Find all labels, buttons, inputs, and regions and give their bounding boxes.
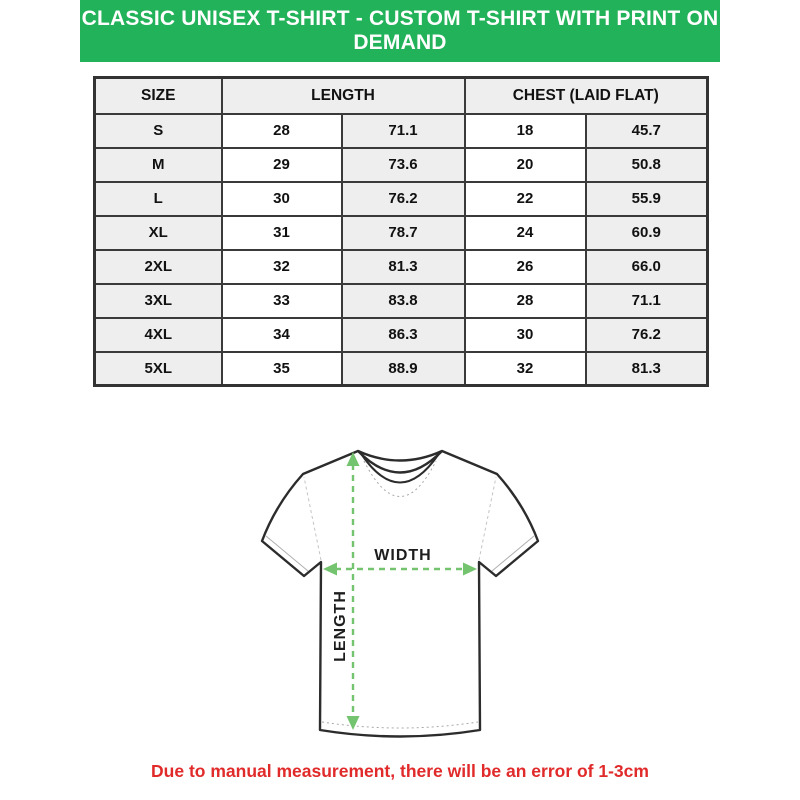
chest-in-cell: 32 [465, 352, 586, 386]
page-title: CLASSIC UNISEX T-SHIRT - CUSTOM T-SHIRT WITH PRINT ON DEMAND [81, 7, 719, 54]
table-row [95, 114, 708, 148]
size-cell: 2XL [95, 250, 222, 284]
col-header-length: LENGTH [222, 78, 465, 114]
col-header-chest: CHEST (LAID FLAT) [465, 78, 708, 114]
length-in-cell: 33 [222, 284, 342, 318]
table-row [95, 352, 708, 386]
length-in-cell: 35 [222, 352, 342, 386]
measurement-error-note: Due to manual measurement, there will be an error of 1-3cm [151, 761, 649, 781]
title-banner [80, 0, 720, 62]
chest-cm-cell: 50.8 [586, 148, 708, 182]
length-in-cell: 32 [222, 250, 342, 284]
length-cm-cell: 78.7 [342, 216, 465, 250]
size-cell: 5XL [95, 352, 222, 386]
size-cell: S [95, 114, 222, 148]
table-row [95, 148, 708, 182]
length-cm-cell: 71.1 [342, 114, 465, 148]
chest-cm-cell: 76.2 [586, 318, 708, 352]
chest-in-cell: 20 [465, 148, 586, 182]
chest-cm-cell: 71.1 [586, 284, 708, 318]
table-row [95, 216, 708, 250]
table-row [95, 318, 708, 352]
chest-cm-cell: 81.3 [586, 352, 708, 386]
size-cell: 4XL [95, 318, 222, 352]
chest-in-cell: 30 [465, 318, 586, 352]
tshirt-measurement-diagram [240, 430, 560, 762]
length-cm-cell: 83.8 [342, 284, 465, 318]
length-in-cell: 31 [222, 216, 342, 250]
length-in-cell: 30 [222, 182, 342, 216]
chest-in-cell: 22 [465, 182, 586, 216]
length-cm-cell: 76.2 [342, 182, 465, 216]
col-header-size: SIZE [95, 78, 222, 114]
size-cell: XL [95, 216, 222, 250]
chest-cm-cell: 55.9 [586, 182, 708, 216]
length-in-cell: 28 [222, 114, 342, 148]
chest-in-cell: 24 [465, 216, 586, 250]
chest-cm-cell: 45.7 [586, 114, 708, 148]
tshirt-diagram-svg [240, 430, 560, 762]
length-cm-cell: 86.3 [342, 318, 465, 352]
length-cm-cell: 73.6 [342, 148, 465, 182]
size-cell: L [95, 182, 222, 216]
table-header-row [95, 78, 708, 114]
length-label: LENGTH [332, 590, 349, 662]
chest-in-cell: 18 [465, 114, 586, 148]
chest-cm-cell: 60.9 [586, 216, 708, 250]
table-row [95, 284, 708, 318]
tshirt-outline [262, 451, 538, 737]
table-row [95, 182, 708, 216]
length-in-cell: 34 [222, 318, 342, 352]
chest-in-cell: 28 [465, 284, 586, 318]
length-cm-cell: 81.3 [342, 250, 465, 284]
chest-cm-cell: 66.0 [586, 250, 708, 284]
size-cell: 3XL [95, 284, 222, 318]
table-row [95, 250, 708, 284]
length-in-cell: 29 [222, 148, 342, 182]
length-cm-cell: 88.9 [342, 352, 465, 386]
size-cell: M [95, 148, 222, 182]
size-table-container [93, 76, 707, 387]
size-table [93, 76, 709, 387]
width-label: WIDTH [374, 547, 432, 564]
chest-in-cell: 26 [465, 250, 586, 284]
